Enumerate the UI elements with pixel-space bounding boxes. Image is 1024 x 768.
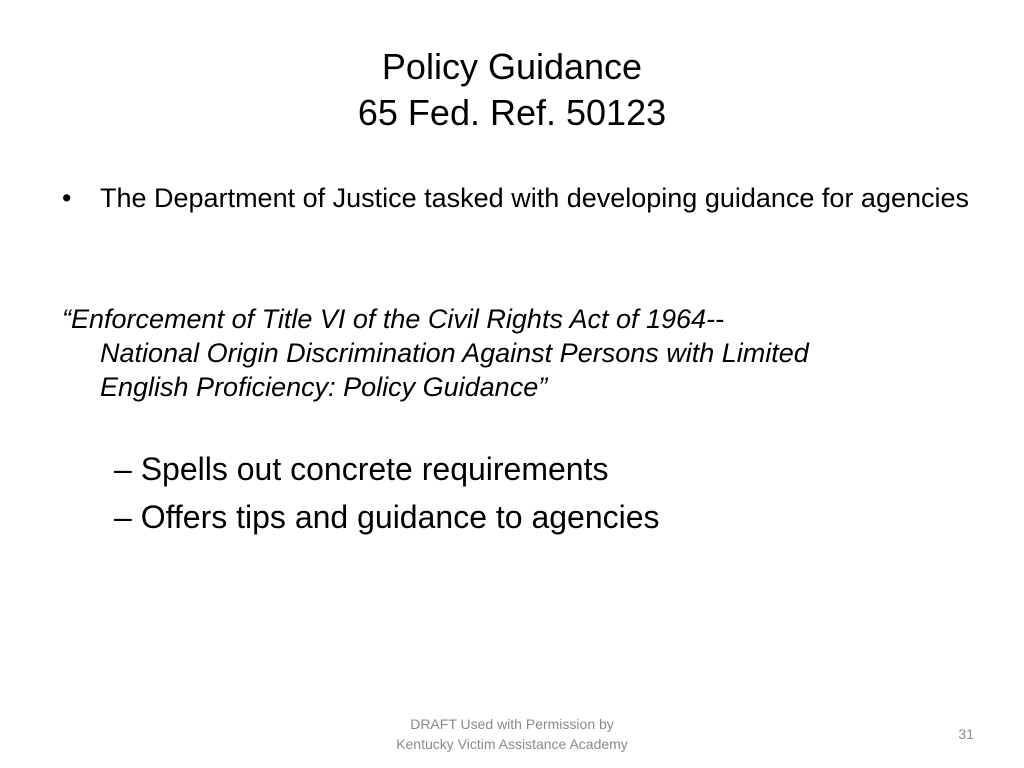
quote-line-3: English Proficiency: Policy Guidance”	[100, 372, 548, 402]
bullet-text: The Department of Justice tasked with developing guidance for agencies	[100, 183, 970, 213]
footer-line-1: DRAFT Used with Permission by	[410, 716, 614, 732]
sub-bullet-item: – Offers tips and guidance to agencies	[114, 499, 660, 535]
slide-footer	[312, 714, 712, 754]
title-line-1: Policy Guidance	[381, 46, 643, 87]
slide-title	[0, 44, 1024, 136]
quote-line-2: National Origin Discrimination Against Persons with Limited	[100, 338, 809, 368]
bullet-marker: •	[62, 183, 72, 213]
sub-bullet-list	[114, 445, 974, 541]
page-number: 31	[958, 726, 974, 742]
bullet-item	[62, 181, 982, 215]
quote-line-1: “Enforcement of Title VI of the Civil Rights Act of 1964--	[62, 304, 725, 334]
footer-line-2: Kentucky Victim Assistance Academy	[396, 736, 628, 752]
quoted-guidance-title	[62, 302, 982, 404]
sub-bullet-item: – Spells out concrete requirements	[114, 451, 609, 487]
title-line-2: 65 Fed. Ref. 50123	[357, 92, 667, 133]
